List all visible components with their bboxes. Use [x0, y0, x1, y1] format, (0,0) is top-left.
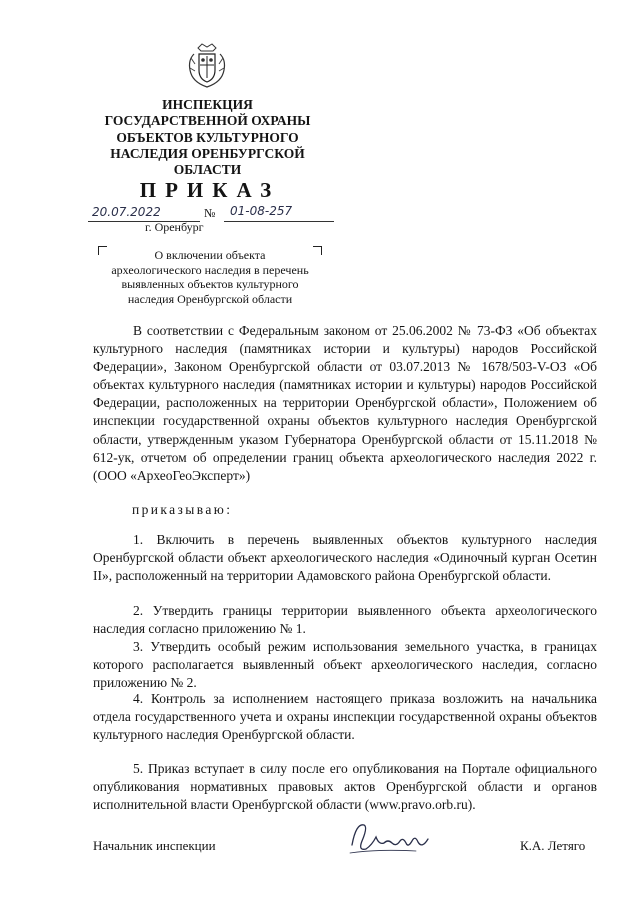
authority-line: ГОСУДАРСТВЕННОЙ ОХРАНЫ: [104, 113, 311, 129]
subject-line: археологического наследия в перечень: [111, 262, 309, 277]
order-item: 2. Утвердить границы территории выявленного объекта археологического наследия согласно приложению № 1.: [93, 603, 597, 637]
order-title: ПРИКАЗ: [139, 178, 281, 202]
oblast-coat-of-arms-icon: [182, 40, 232, 90]
authority-line: НАСЛЕДИЯ ОРЕНБУРГСКОЙ: [110, 145, 305, 161]
order-item: 3. Утвердить особый режим использования земельного участка, в границах которого располагается выявленный объект археологического наследия, согласно приложению № 2.: [93, 639, 597, 691]
subject-line: выявленных объектов культурного: [121, 277, 299, 292]
preamble-paragraph: В соответствии с Федеральным законом от 25.06.2002 № 73-ФЗ «Об объектах культурного наследия (памятниках истории и культуры) народов Российской Федерации», Законом Оренбургской области от 03.07.2013 № 1678/503-V-ОЗ «Об объектах культурного наследия (памятниках истории и культуры) народов Российской Федерации, расположенных на территории Оренбургской области», Положением об инспекции государственной охраны объектов культурного наследия Оренбургской области, утвержденным указом Губернатора Оренбургской области от 15.11.2018 № 612-ук, отчетом об определении границ объекта археологического наследия 2022 г. (ООО «АрхеоГеоЭксперт»): [93, 323, 597, 483]
order-subject: [98, 248, 322, 307]
order-number: 01-08-257: [230, 204, 293, 218]
signatory-name: К.А. Летяго: [520, 838, 586, 853]
authority-line: ОБЪЕКТОВ КУЛЬТУРНОГО: [116, 129, 299, 145]
authority-line: ИНСПЕКЦИЯ: [162, 97, 253, 112]
handwritten-signature: [346, 815, 436, 860]
number-label: №: [204, 206, 216, 220]
order-item: 5. Приказ вступает в силу после его опубликования на Портале официального опубликования нормативных правовых актов Оренбургской области и органов исполнительной власти Оренбургской области (www.pravo.orb.ru).: [93, 761, 597, 813]
order-item: 4. Контроль за исполнением настоящего приказа возложить на начальника отдела государственного учета и охраны инспекции государственной охраны объектов культурного наследия Оренбургской области.: [93, 691, 597, 743]
order-item: 1. Включить в перечень выявленных объектов культурного наследия Оренбургской области объект археологического наследия «Одиночный курган Осетин II», расположенный на территории Адамовского района Оренбургской области.: [93, 532, 597, 584]
order-date-number: [88, 204, 358, 226]
issuing-authority: [95, 97, 320, 178]
city: г. Оренбург: [145, 220, 204, 234]
subject-line: О включении объекта: [154, 248, 266, 262]
number-underline: [224, 221, 334, 222]
authority-line: ОБЛАСТИ: [173, 162, 242, 178]
subject-line: наследия Оренбургской области: [127, 292, 293, 307]
decree-word: приказываю:: [132, 502, 233, 517]
signatory-position: Начальник инспекции: [93, 838, 216, 853]
order-date: 20.07.2022: [92, 205, 161, 219]
